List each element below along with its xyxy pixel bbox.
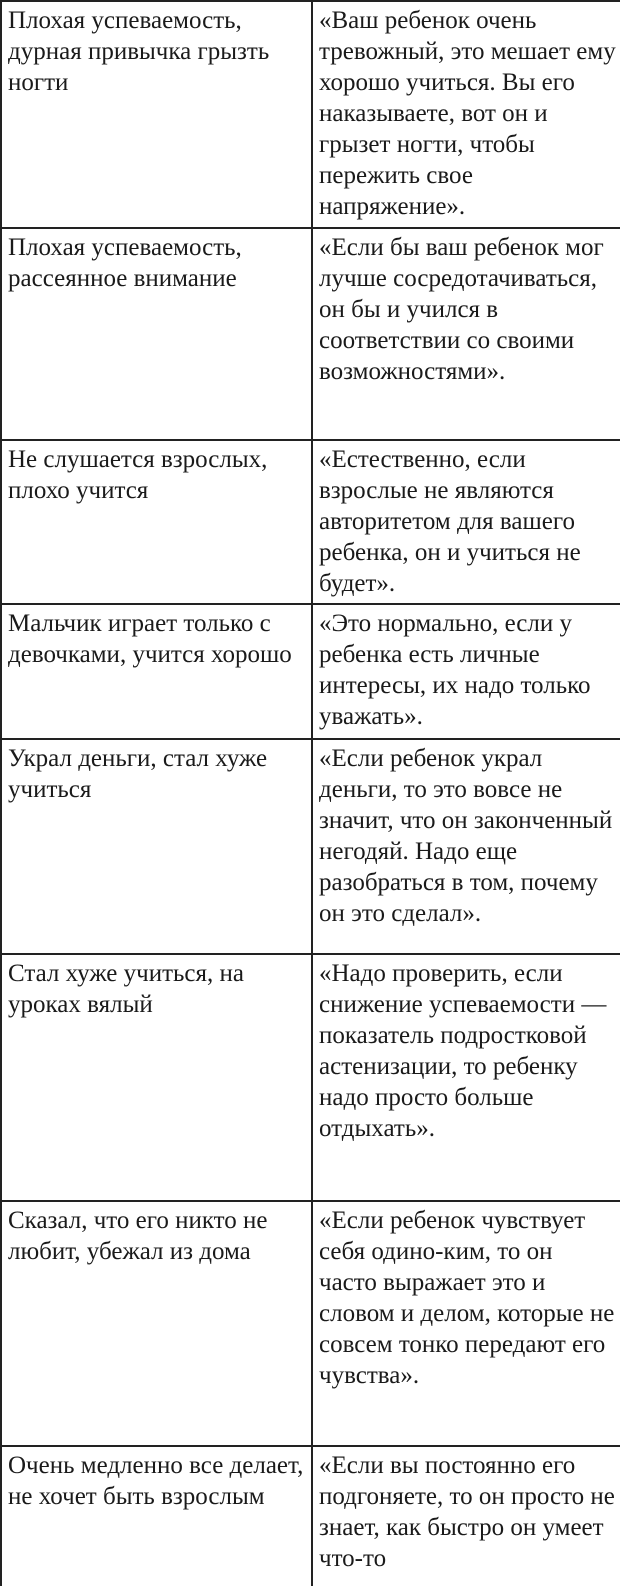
response-cell: «Ваш ребенок очень тревожный, это мешает ему хорошо учиться. Вы его наказываете, вот он и грызет ногти, чтобы пережить свое напряжение». <box>312 1 620 228</box>
situation-cell: Мальчик играет только с девочками, учится хорошо <box>1 604 312 739</box>
table-row <box>1 954 620 1201</box>
situation-cell: Сказал, что его никто не любит, убежал из дома <box>1 1201 312 1446</box>
table-row <box>1 1201 620 1446</box>
situation-cell: Стал хуже учиться, на уроках вялый <box>1 954 312 1201</box>
situation-cell: Очень медленно все делает, не хочет быть взрослым <box>1 1446 312 1586</box>
situation-cell: Украл деньги, стал хуже учиться <box>1 739 312 954</box>
table-row <box>1 228 620 440</box>
situation-cell: Плохая успеваемость, рассеянное внимание <box>1 228 312 440</box>
table-row <box>1 440 620 604</box>
table-row <box>1 1446 620 1586</box>
table-row <box>1 604 620 739</box>
response-cell: «Если ребенок чувствует себя одино-ким, то он часто выражает это и словом и делом, которые не совсем тонко передают его чувства». <box>312 1201 620 1446</box>
situation-cell: Плохая успеваемость, дурная привычка грызть ногти <box>1 1 312 228</box>
response-cell: «Если бы ваш ребенок мог лучше сосредотачиваться, он бы и учился в соответствии со своими возможностями». <box>312 228 620 440</box>
response-cell: «Если вы постоянно его подгоняете, то он просто не знает, как быстро он умеет что-то <box>312 1446 620 1586</box>
table-row <box>1 1 620 228</box>
response-cell: «Это нормально, если у ребенка есть личные интересы, их надо только уважать». <box>312 604 620 739</box>
situation-cell: Не слушается взрослых, плохо учится <box>1 440 312 604</box>
response-cell: «Естественно, если взрослые не являются авторитетом для вашего ребенка, он и учиться не будет». <box>312 440 620 604</box>
response-cell: «Если ребенок украл деньги, то это вовсе не значит, что он законченный негодяй. Надо еще разобраться в том, почему он это сделал». <box>312 739 620 954</box>
response-cell: «Надо проверить, если снижение успеваемости — показатель подростковой астенизации, то ребенку надо просто больше отдыхать». <box>312 954 620 1201</box>
table-row <box>1 739 620 954</box>
